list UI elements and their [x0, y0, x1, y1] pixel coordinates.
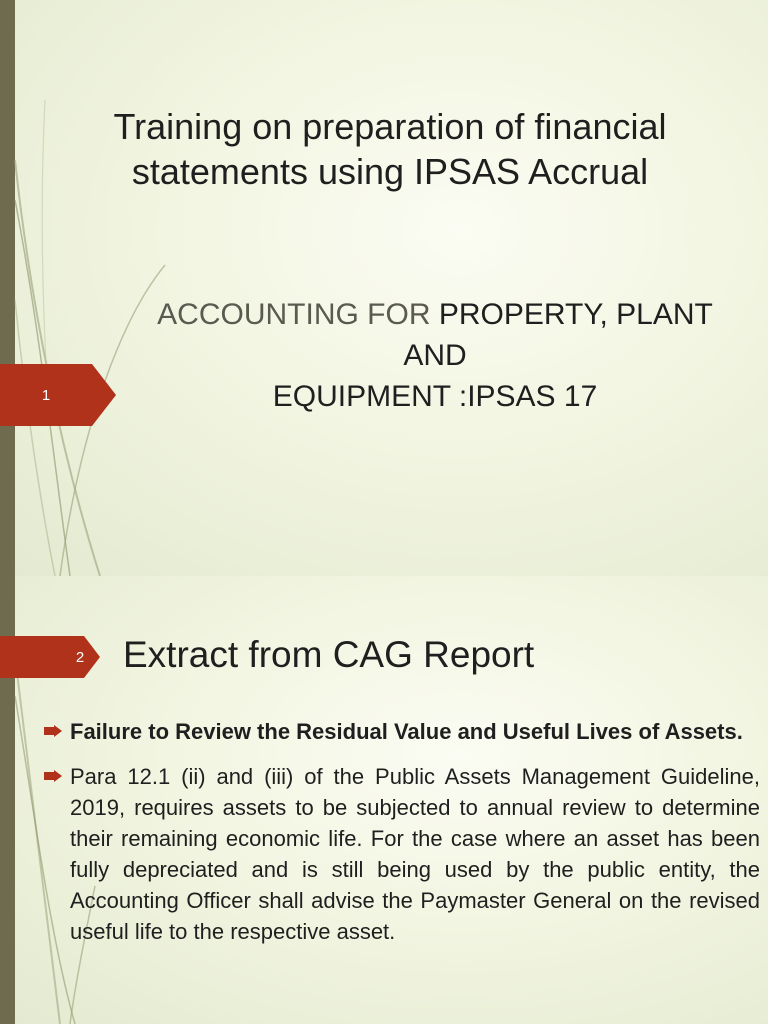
- subtitle-muted: ACCOUNTING FOR: [157, 298, 431, 331]
- slide-title: Training on preparation of financial statements using IPSAS Accrual: [113, 106, 667, 192]
- decorative-lines: [0, 0, 200, 576]
- bullet-text: Para 12.1 (ii) and (iii) of the Public Assets Management Guideline, 2019, requires assets to be subjected to annual review to determine their remaining economic life. For the case where an asset has been fully depreciated and is still being used by the public entity, the Accounting Officer shall advise the Paymaster General on the revised useful life to the respective asset.: [70, 764, 760, 944]
- list-item: [44, 716, 760, 747]
- bullet-text: Failure to Review the Residual Value and Useful Lives of Assets.: [70, 719, 743, 744]
- slide-number: 2: [75, 648, 85, 666]
- slide-subtitle: [130, 294, 740, 417]
- slide-title: Extract from CAG Report: [123, 634, 535, 675]
- slide-2: [0, 576, 768, 1024]
- slide-number-badge: [0, 364, 116, 426]
- subtitle-rest: PROPERTY, PLANT: [438, 298, 713, 331]
- arrow-bullet-icon: [44, 770, 62, 782]
- slide-number: 1: [41, 386, 51, 404]
- subtitle-line-2: AND: [403, 339, 467, 372]
- slide-number-badge: [0, 636, 100, 678]
- subtitle-line-1: [130, 294, 740, 335]
- subtitle-line-3: EQUIPMENT :IPSAS 17: [272, 380, 598, 413]
- bullet-list: [44, 716, 760, 961]
- arrow-bullet-icon: [44, 725, 62, 737]
- list-item: [44, 761, 760, 947]
